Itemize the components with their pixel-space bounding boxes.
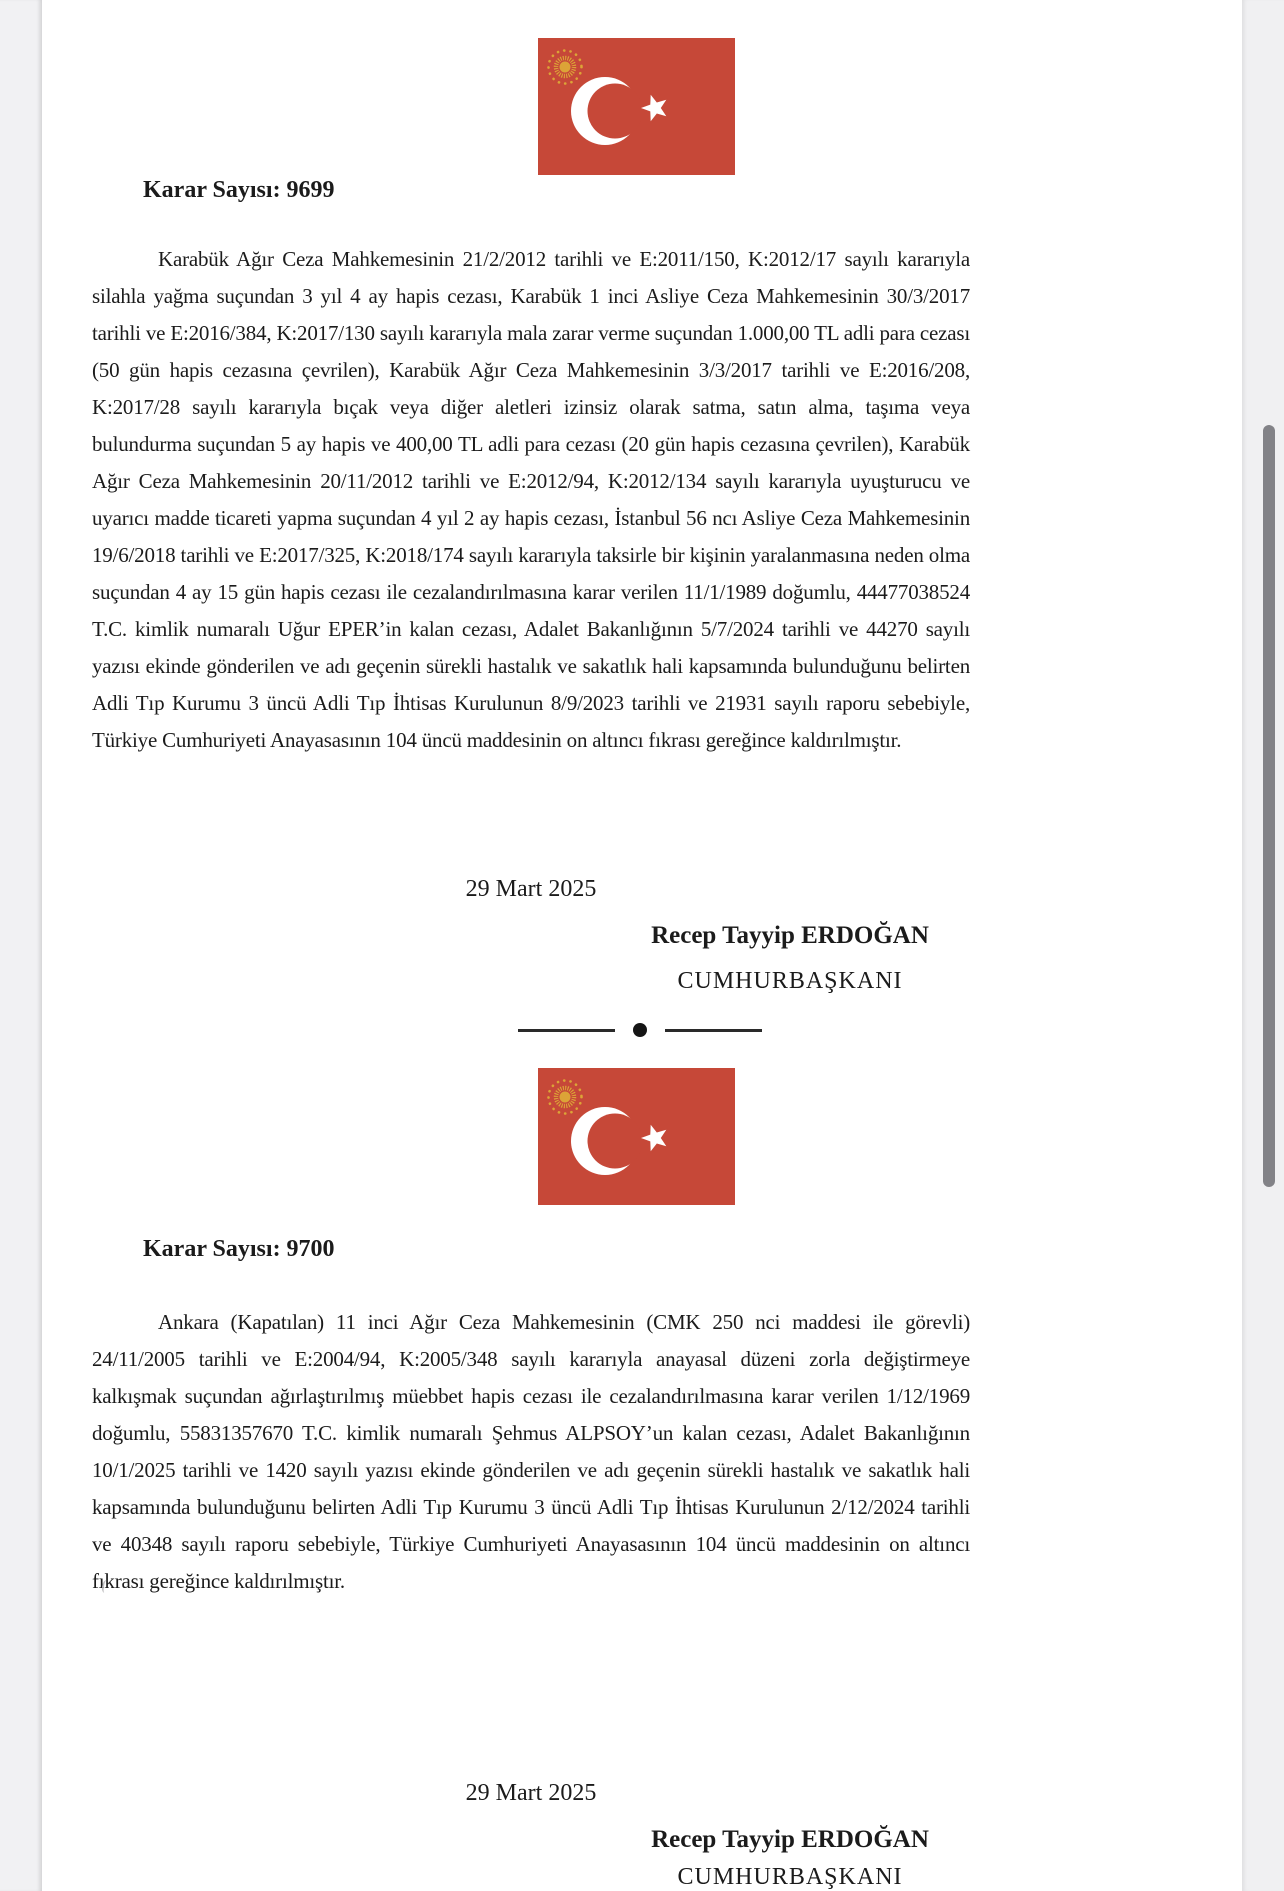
signer-name: Recep Tayyip ERDOĞAN bbox=[651, 1826, 929, 1853]
decree-date: 29 Mart 2025 bbox=[465, 1780, 597, 1806]
scrollbar-track[interactable] bbox=[1242, 0, 1284, 1891]
divider-left-rule bbox=[518, 1029, 615, 1032]
flag-graphic bbox=[538, 1068, 735, 1205]
section-divider bbox=[518, 1022, 762, 1038]
decree-number-heading: Karar Sayısı: 9700 bbox=[143, 1236, 335, 1262]
decree-body-text: Ankara (Kapatılan) 11 inci Ağır Ceza Mahkemesinin (CMK 250 nci maddesi ile görevli) 24/11/2005 tarihli ve E:2004/94, K:2005/348 sayılı kararıyla anayasal düzeni zorla değiştirmeye kalkışmak suçundan ağırlaştırılmış müebbet hapis cezası ile cezalandırılmasına karar verilen 1/12/1969 doğumlu, 55831357670 T.C. kimlik numaralı Şehmus ALPSOY’un kalan cezası, Adalet Bakanlığının 10/1/2025 tarihli ve 1420 sayılı yazısı ekinde gönderilen ve adı geçenin sürekli hastalık ve sakatlık hali kapsamında bulunduğunu belirten Adli Tıp Kurumu 3 üncü Adli Tıp İhtisas Kurulunun 2/12/2024 tarihli ve 40348 sayılı raporu sebebiyle, Türkiye Cumhuriyeti Anayasasının 104 üncü maddesinin on altıncı fıkrası gereğince kaldırılmıştır. bbox=[92, 1310, 970, 1593]
decree-body-text: Karabük Ağır Ceza Mahkemesinin 21/2/2012 tarihli ve E:2011/150, K:2012/17 sayılı kararıyla silahla yağma suçundan 3 yıl 4 ay hapis cezası, Karabük 1 inci Asliye Ceza Mahkemesinin 30/3/2017 tarihli ve E:2016/384, K:2017/130 sayılı kararıyla mala zarar verme suçundan 1.000,00 TL adli para cezası (50 gün hapis cezasına çevrilen), Karabük Ağır Ceza Mahkemesinin 3/3/2017 tarihli ve E:2016/208, K:2017/28 sayılı kararıyla bıçak veya diğer aletleri izinsiz olarak satma, satın alma, taşıma veya bulundurma suçundan 5 ay hapis ve 400,00 TL adli para cezası (20 gün hapis cezasına çevrilen), Karabük Ağır Ceza Mahkemesinin 20/11/2012 tarihli ve E:2012/94, K:2012/134 sayılı kararıyla uyuşturucu ve uyarıcı madde ticareti yapma suçundan 4 yıl 2 ay hapis cezası, İstanbul 56 ncı Asliye Ceza Mahkemesinin 19/6/2018 tarihli ve E:2017/325, K:2018/174 sayılı kararıyla taksirle bir kişinin yaralanmasına neden olma suçundan 4 ay 15 gün hapis cezası ile cezalandırılmasına karar verilen 11/1/1989 doğumlu, 44477038524 T.C. kimlik numaralı Uğur EPER’in kalan cezası, Adalet Bakanlığının 5/7/2024 tarihli ve 44270 sayılı yazısı ekinde gönderilen ve adı geçenin sürekli hastalık ve sakatlık hali kapsamında bulunduğunu belirten Adli Tıp Kurumu 3 üncü Adli Tıp İhtisas Kurulunun 8/9/2023 tarihli ve 21931 sayılı raporu sebebiyle, Türkiye Cumhuriyeti Anayasasının 104 üncü maddesinin on altıncı fıkrası gereğince kaldırılmıştır. bbox=[92, 247, 970, 752]
signer-title: CUMHURBAŞKANI bbox=[677, 1864, 903, 1890]
signer-name: Recep Tayyip ERDOĞAN bbox=[651, 922, 929, 949]
turkish-presidential-flag bbox=[538, 1068, 735, 1205]
viewer-left-gutter bbox=[0, 0, 42, 1891]
decree-number-heading: Karar Sayısı: 9699 bbox=[143, 177, 335, 203]
scrollbar-thumb[interactable] bbox=[1263, 425, 1275, 1187]
divider-bullet-icon bbox=[633, 1023, 647, 1037]
divider-right-rule bbox=[665, 1029, 762, 1032]
decree-date: 29 Mart 2025 bbox=[465, 876, 597, 902]
signer-title: CUMHURBAŞKANI bbox=[677, 968, 903, 994]
flag-graphic bbox=[538, 38, 735, 175]
turkish-presidential-flag bbox=[538, 38, 735, 175]
